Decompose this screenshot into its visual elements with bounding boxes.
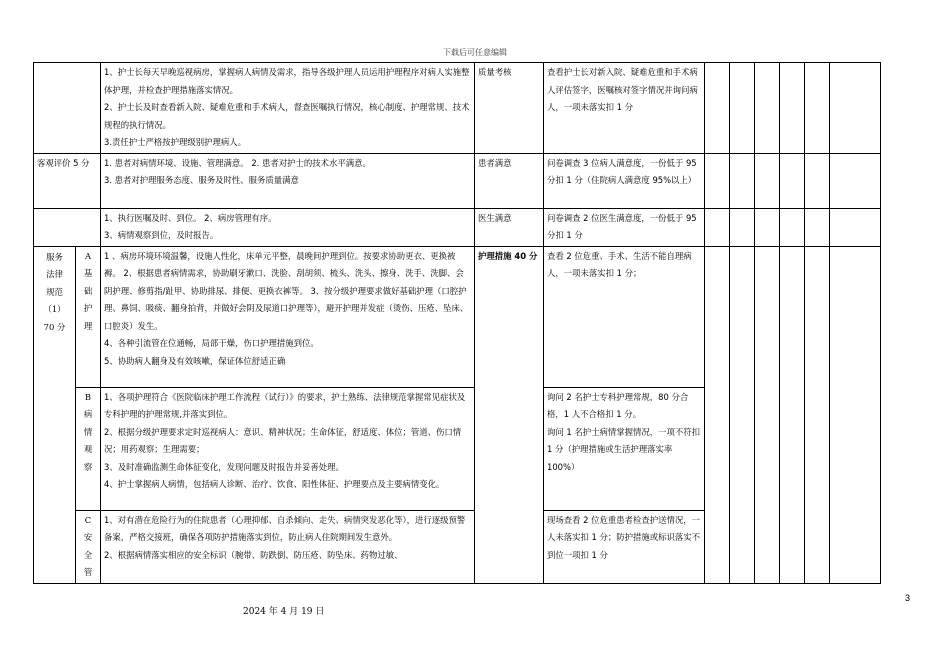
table-row <box>34 208 881 246</box>
score-cell <box>730 63 755 154</box>
item-cell: 患者满意 <box>475 153 544 208</box>
subsection-char: B <box>84 391 92 402</box>
score-cell <box>755 63 780 154</box>
method-line: 询问 2 名护士专科护理常规，80 分合格，1 人不合格扣 1 分。 <box>547 391 689 419</box>
category-cell <box>34 208 101 246</box>
footer-date: 2024 年 4 月 19 日 <box>243 607 325 617</box>
subsection-char: 察 <box>83 461 93 472</box>
requirements-cell <box>101 208 475 246</box>
category-line: 服务 <box>46 251 63 262</box>
subsection-char: 护 <box>83 303 93 313</box>
method-cell: 问卷调查 2 位医生满意度，一份低于 95 分扣 1 分 <box>544 208 705 246</box>
table-row <box>34 153 881 208</box>
score-cell <box>705 246 730 583</box>
score-cell <box>830 153 881 208</box>
requirement-line: 5、协助病人翻身及有效咳嗽，保证体位舒适正确 <box>104 355 286 366</box>
subsection-char: 基 <box>83 268 93 278</box>
requirement-line: 4、各种引流管在位通畅，局部干燥，伤口护理措施到位。 <box>104 338 319 348</box>
page-number: 3 <box>905 593 911 603</box>
requirements-cell <box>101 153 475 208</box>
category-line: 规范 <box>46 286 63 297</box>
method-cell: 问卷调查 3 位病人满意度，一份低于 95 分扣 1 分（住院病人满意度 95%以上） <box>544 153 705 208</box>
category-line: 法律 <box>46 269 63 279</box>
subsection-char: 管 <box>83 567 93 577</box>
score-cell <box>780 153 805 208</box>
method-cell: 查看 2 位危重、手术、生活不能自理病人，一项未落实扣 1 分； <box>544 246 705 387</box>
requirements-cell <box>101 387 475 510</box>
requirement-line: 4、护士掌握病人病情，包括病人诊断、治疗、饮食、阳性体征、护理要点及主要病情变化。 <box>104 479 445 489</box>
subsection-char: 情 <box>83 426 93 437</box>
score-cell <box>755 153 780 208</box>
subsection-char: 全 <box>83 549 93 560</box>
requirement-line: 3. 患者对护理服务态度、服务及时性、服务质量满意 <box>104 175 299 185</box>
requirements-cell <box>101 63 475 154</box>
subsection-char: 理 <box>83 320 93 331</box>
score-cell <box>780 246 805 583</box>
requirement-line: 1 、病房环境环境温馨，设施人性化，床单元平整，晨晚间护理到位。按要求协助更衣、更换被褥。 2、根据患者病情需求，协助刷牙漱口、洗脸、刮胡须、梳头、洗头、擦身、洗手、洗脚、会阴护理、修剪指/趾甲、协助排尿、排便、更换衣裤等。 3、按分级护理要求做好基础护理（口腔护理、鼻饲、吸痰、翻身拍背，并做好会阴及尿道口护理等），避开护理并发症（烫伤、压疮、坠床、口腔炎）发生。 <box>104 250 469 331</box>
category-line: 70 分 <box>43 321 66 332</box>
category-line: （1） <box>43 304 66 314</box>
score-cell <box>805 63 830 154</box>
score-cell <box>805 208 830 246</box>
requirement-line: 2、根据分级护理要求定时巡视病人：意识、精神状况；生命体征，舒适度、体位；管道、伤口情况；用药观察；生理需要； <box>104 426 462 454</box>
requirement-line: 1. 患者对病情环境、设施、管理满意。 2. 患者对护士的技术水平满意。 <box>104 157 371 168</box>
requirements-cell <box>101 510 475 583</box>
method-cell: 现场查看 2 位危重患者检查护送情况，一人未落实扣 1 分；防护措施或标识落实不到位一项扣 1 分 <box>544 510 705 583</box>
score-cell <box>730 208 755 246</box>
score-cell <box>830 63 881 154</box>
requirement-line: 3、病情观察到位，及时报告。 <box>104 230 219 240</box>
score-cell <box>755 246 780 583</box>
method-cell <box>544 387 705 510</box>
table-row <box>34 246 881 387</box>
score-cell <box>780 63 805 154</box>
subsection-char: 观 <box>83 444 93 454</box>
requirement-line: 2、根据病情落实相应的安全标识（腕带、防跌倒、防压疮、防坠床、药物过敏、 <box>104 549 403 560</box>
category-cell: 客观评价 5 分 <box>34 153 101 208</box>
score-cell <box>705 153 730 208</box>
requirement-line: 2、护士长及时查看新入院、疑难危重和手术病人，督查医嘱执行情况，核心制度、护理常规、技术规程的执行情况。 <box>104 102 470 130</box>
method-line: 询问 1 名护士病情掌握情况，一项不符扣 1 分（护理措施或生活护理落实率 100%） <box>547 426 701 472</box>
category-cell <box>34 63 101 154</box>
requirement-line: 3、及时准确监测生命体征变化，发现问题及时报告并妥善处理。 <box>104 461 344 472</box>
section-item-cell: 护理措施 40 分 <box>475 246 544 583</box>
requirement-line: 1、执行医嘱及时、到位。 2、病房管理有序。 <box>104 212 277 223</box>
requirement-line: 1、各项护理符合《医院临床护理工作流程（试行）》的要求，护士熟练、法律规范掌握常见症状及专科护理的护理常规,并落实到位。 <box>104 391 466 419</box>
subsection-b-label <box>76 387 101 510</box>
score-cell <box>705 208 730 246</box>
subsection-char: C <box>84 514 92 525</box>
score-cell <box>780 208 805 246</box>
score-cell <box>730 153 755 208</box>
assessment-table <box>33 62 881 584</box>
requirement-line: 1、对有潜在危险行为的住院患者（心理抑郁、自杀倾向、走失、病情突发恶化等），进行逐级预警备案，严格交接班，确保各项防护措施落实到位，防止病人住院期间发生意外。 <box>104 514 466 542</box>
score-cell <box>755 208 780 246</box>
subsection-char: 础 <box>83 285 93 296</box>
score-cell <box>730 246 755 583</box>
score-cell <box>805 246 830 583</box>
section-category-cell <box>34 246 76 583</box>
method-cell: 查看护士长对新入院、疑难危重和手术病人评估签字，医嘱核对签字情况并询问病人，一项未落实扣 1 分 <box>544 63 705 154</box>
requirements-cell <box>101 246 475 387</box>
header-note: 下载后可任意编辑 <box>443 48 507 57</box>
score-cell <box>830 246 881 583</box>
item-cell: 医生满意 <box>475 208 544 246</box>
score-cell <box>805 153 830 208</box>
table-row <box>34 63 881 154</box>
score-cell <box>830 208 881 246</box>
requirement-line: 1、护士长每天早晚巡视病房，掌握病人病情及需求，指导各级护理人员运用护理程序对病人实施整体护理，并检查护理措施落实情况。 <box>104 67 470 95</box>
subsection-char: A <box>84 250 92 261</box>
score-cell <box>705 63 730 154</box>
subsection-char: 安 <box>83 532 93 542</box>
item-cell: 质量考核 <box>475 63 544 154</box>
subsection-a-label <box>76 246 101 387</box>
subsection-c-label <box>76 510 101 583</box>
subsection-char: 病 <box>83 409 93 419</box>
requirement-line: 3.责任护士严格按护理级别护理病人。 <box>104 137 246 147</box>
